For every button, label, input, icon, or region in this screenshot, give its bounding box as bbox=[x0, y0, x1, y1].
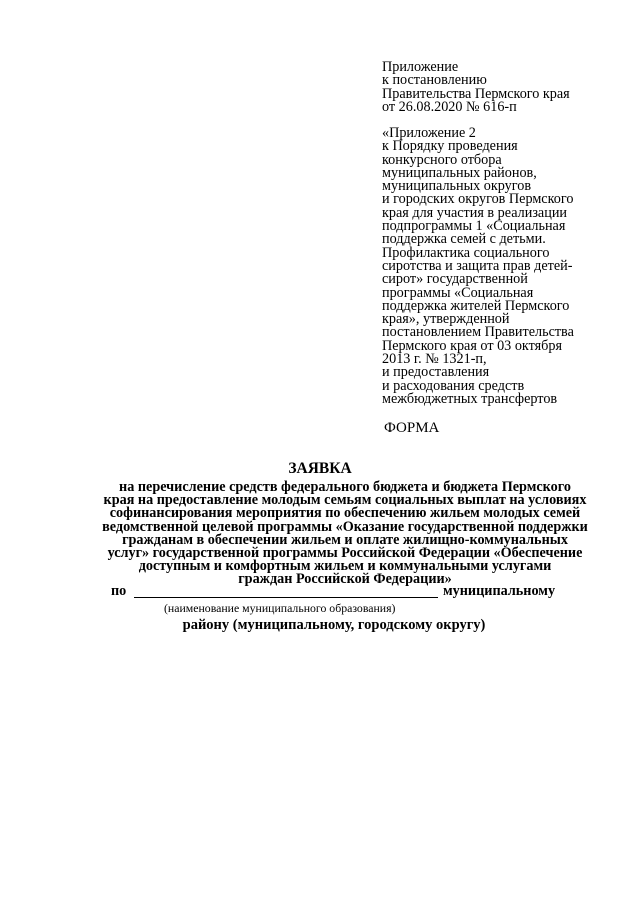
appendix2-line: и предоставления bbox=[382, 364, 490, 381]
appendix-header bbox=[382, 61, 632, 114]
subject-line: граждан Российской Федерации» bbox=[238, 571, 452, 588]
appendix2-line: поддержка жителей Пермского bbox=[382, 297, 570, 314]
appendix2-header bbox=[382, 127, 632, 406]
appendix-line: Правительства Пермского края bbox=[382, 85, 570, 102]
subject-line: доступным и комфортным жильем и коммунальными услугами bbox=[138, 558, 552, 575]
appendix2-line: межбюджетных трансфертов bbox=[382, 390, 558, 407]
subject-line: услуг» государственной программы Российской Федерации «Обеспечение bbox=[107, 545, 583, 562]
appendix-line: Приложение bbox=[382, 59, 459, 75]
municipal-name-field[interactable] bbox=[134, 597, 438, 598]
document-subject bbox=[60, 481, 630, 587]
appendix2-line: сирот» государственной bbox=[382, 271, 528, 288]
appendix2-line: и расходования средств bbox=[382, 377, 525, 394]
appendix-line: от 26.08.2020 № 616-п bbox=[382, 98, 517, 115]
appendix2-line: 2013 г. № 1321-п, bbox=[382, 351, 487, 368]
document-title: ЗАЯВКА bbox=[288, 460, 352, 477]
po-label: по bbox=[111, 583, 127, 599]
appendix2-line: программы «Социальная bbox=[382, 284, 534, 301]
appendix2-line: муниципальных районов, bbox=[382, 164, 537, 181]
appendix2-line: «Приложение 2 bbox=[382, 125, 476, 141]
district-line: району (муниципальному, городскому округу) bbox=[182, 617, 486, 633]
appendix2-line: к Порядку проведения bbox=[382, 138, 518, 155]
subject-line: ведомственной целевой программы «Оказание государственной поддержки bbox=[102, 518, 588, 535]
subject-line: на перечисление средств федерального бюджета и бюджета Пермского bbox=[119, 479, 571, 495]
po-suffix: муниципальному bbox=[443, 583, 556, 599]
appendix2-line: конкурсного отбора bbox=[382, 151, 502, 168]
subject-line: края на предоставление молодым семьям социальных выплат на условиях bbox=[103, 492, 587, 509]
subject-line: софинансирования мероприятия по обеспечению жильем молодых семей bbox=[109, 505, 581, 522]
appendix2-line: подпрограммы 1 «Социальная bbox=[382, 218, 566, 235]
appendix2-line: постановлением Правительства bbox=[382, 324, 574, 341]
appendix2-line: и городских округов Пермского bbox=[382, 191, 574, 208]
appendix2-line: края для участия в реализации bbox=[382, 204, 567, 221]
municipality-row bbox=[0, 583, 640, 601]
appendix2-line: Профилактика социального bbox=[382, 244, 550, 261]
appendix2-line: поддержка семей с детьми. bbox=[382, 231, 546, 248]
form-label: ФОРМА bbox=[384, 420, 440, 436]
appendix2-line: края», утвержденной bbox=[382, 311, 510, 328]
appendix2-line: Пермского края от 03 октября bbox=[382, 337, 562, 354]
appendix2-line: муниципальных округов bbox=[382, 178, 532, 195]
appendix2-line: сиротства и защита прав детей- bbox=[382, 257, 573, 274]
field-hint: (наименование муниципального образования) bbox=[164, 601, 396, 615]
appendix-line: к постановлению bbox=[382, 72, 487, 89]
subject-line: гражданам в обеспечении жильем и оплате жилищно-коммунальных bbox=[122, 531, 568, 548]
